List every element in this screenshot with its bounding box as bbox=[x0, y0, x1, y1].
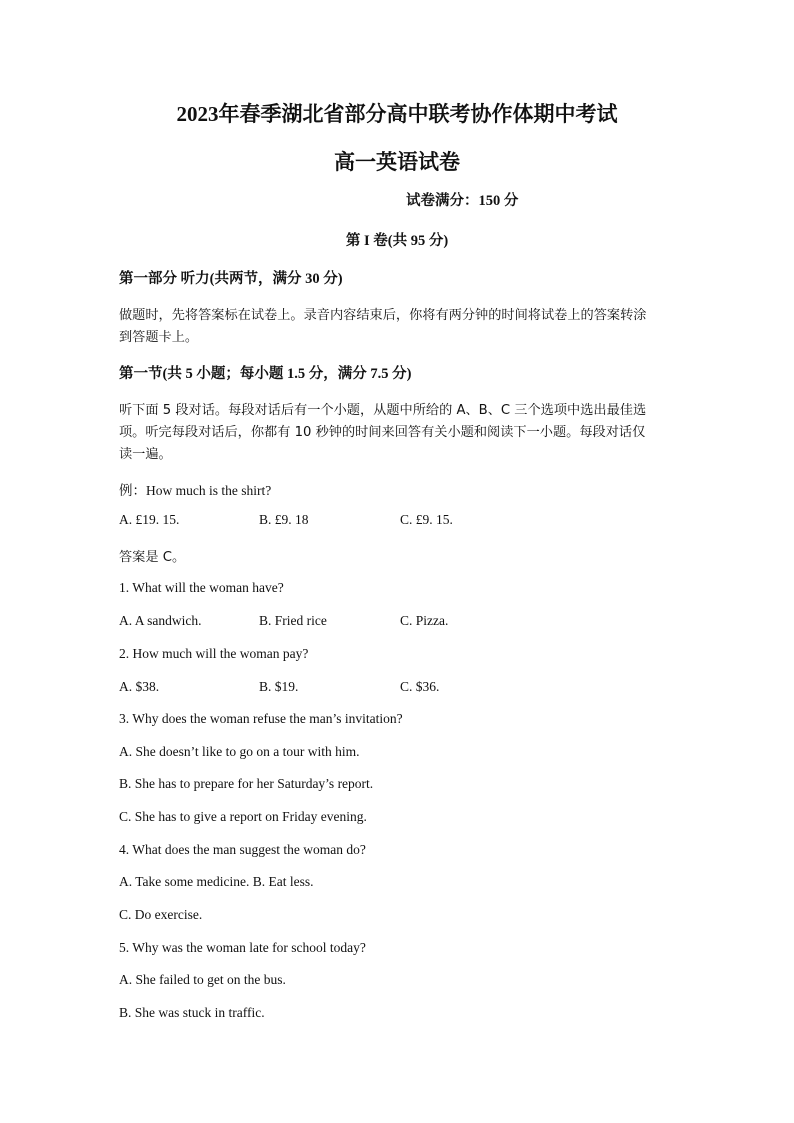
volume-heading: 第 I 卷(共 95 分) bbox=[345, 233, 449, 249]
q3-option-b: B. She has to prepare for her Saturday’s report. bbox=[119, 776, 374, 791]
exam-subtitle: 高一英语试卷 bbox=[334, 150, 460, 174]
example-option-b: B. £9. 18 bbox=[259, 512, 309, 527]
q1-option-b: B. Fried rice bbox=[259, 613, 327, 628]
q4-option-c: C. Do exercise. bbox=[119, 907, 203, 922]
q2-option-c: C. $36. bbox=[400, 679, 440, 694]
q1-option-c: C. Pizza. bbox=[400, 613, 449, 628]
section1-heading: 第一节(共 5 小题；每小题 1.5 分，满分 7.5 分) bbox=[119, 366, 412, 382]
section1-instruction-line: 读一遍。 bbox=[119, 447, 172, 462]
part1-heading: 第一部分 听力(共两节，满分 30 分) bbox=[119, 271, 343, 287]
section1-instruction-line: 项。听完每段对话后，你都有 10 秒钟的时间来回答有关小题和阅读下一小题。每段对话仅 bbox=[119, 425, 646, 440]
part1-instruction-line: 到答题卡上。 bbox=[119, 330, 199, 345]
example-question: 例：How much is the shirt? bbox=[119, 483, 272, 498]
question-5: 5. Why was the woman late for school today? bbox=[119, 940, 366, 955]
q3-option-a: A. She doesn’t like to go on a tour with him. bbox=[119, 744, 360, 759]
q2-option-a: A. $38. bbox=[119, 679, 160, 694]
full-score: 试卷满分：150 分 bbox=[406, 193, 519, 209]
section1-instruction-line: 听下面 5 段对话。每段对话后有一个小题，从题中所给的 A、B、C 三个选项中选出最佳选 bbox=[119, 403, 647, 418]
q1-option-a: A. A sandwich. bbox=[119, 613, 202, 628]
example-option-c: C. £9. 15. bbox=[400, 512, 453, 527]
example-answer: 答案是 C。 bbox=[119, 550, 186, 565]
example-option-a: A. £19. 15. bbox=[119, 512, 180, 527]
q3-option-c: C. She has to give a report on Friday evening. bbox=[119, 809, 367, 824]
question-3: 3. Why does the woman refuse the man’s invitation? bbox=[119, 711, 403, 726]
q2-option-b: B. $19. bbox=[259, 679, 299, 694]
question-2: 2. How much will the woman pay? bbox=[119, 646, 309, 661]
question-1: 1. What will the woman have? bbox=[119, 580, 284, 595]
part1-instruction-line: 做题时，先将答案标在试卷上。录音内容结束后，你将有两分钟的时间将试卷上的答案转涂 bbox=[119, 308, 647, 323]
q5-option-a: A. She failed to get on the bus. bbox=[119, 972, 286, 987]
exam-title: 2023年春季湖北省部分高中联考协作体期中考试 bbox=[176, 102, 618, 126]
question-4: 4. What does the man suggest the woman do? bbox=[119, 842, 366, 857]
q4-option-ab: A. Take some medicine. B. Eat less. bbox=[119, 874, 314, 889]
q5-option-b: B. She was stuck in traffic. bbox=[119, 1005, 265, 1020]
